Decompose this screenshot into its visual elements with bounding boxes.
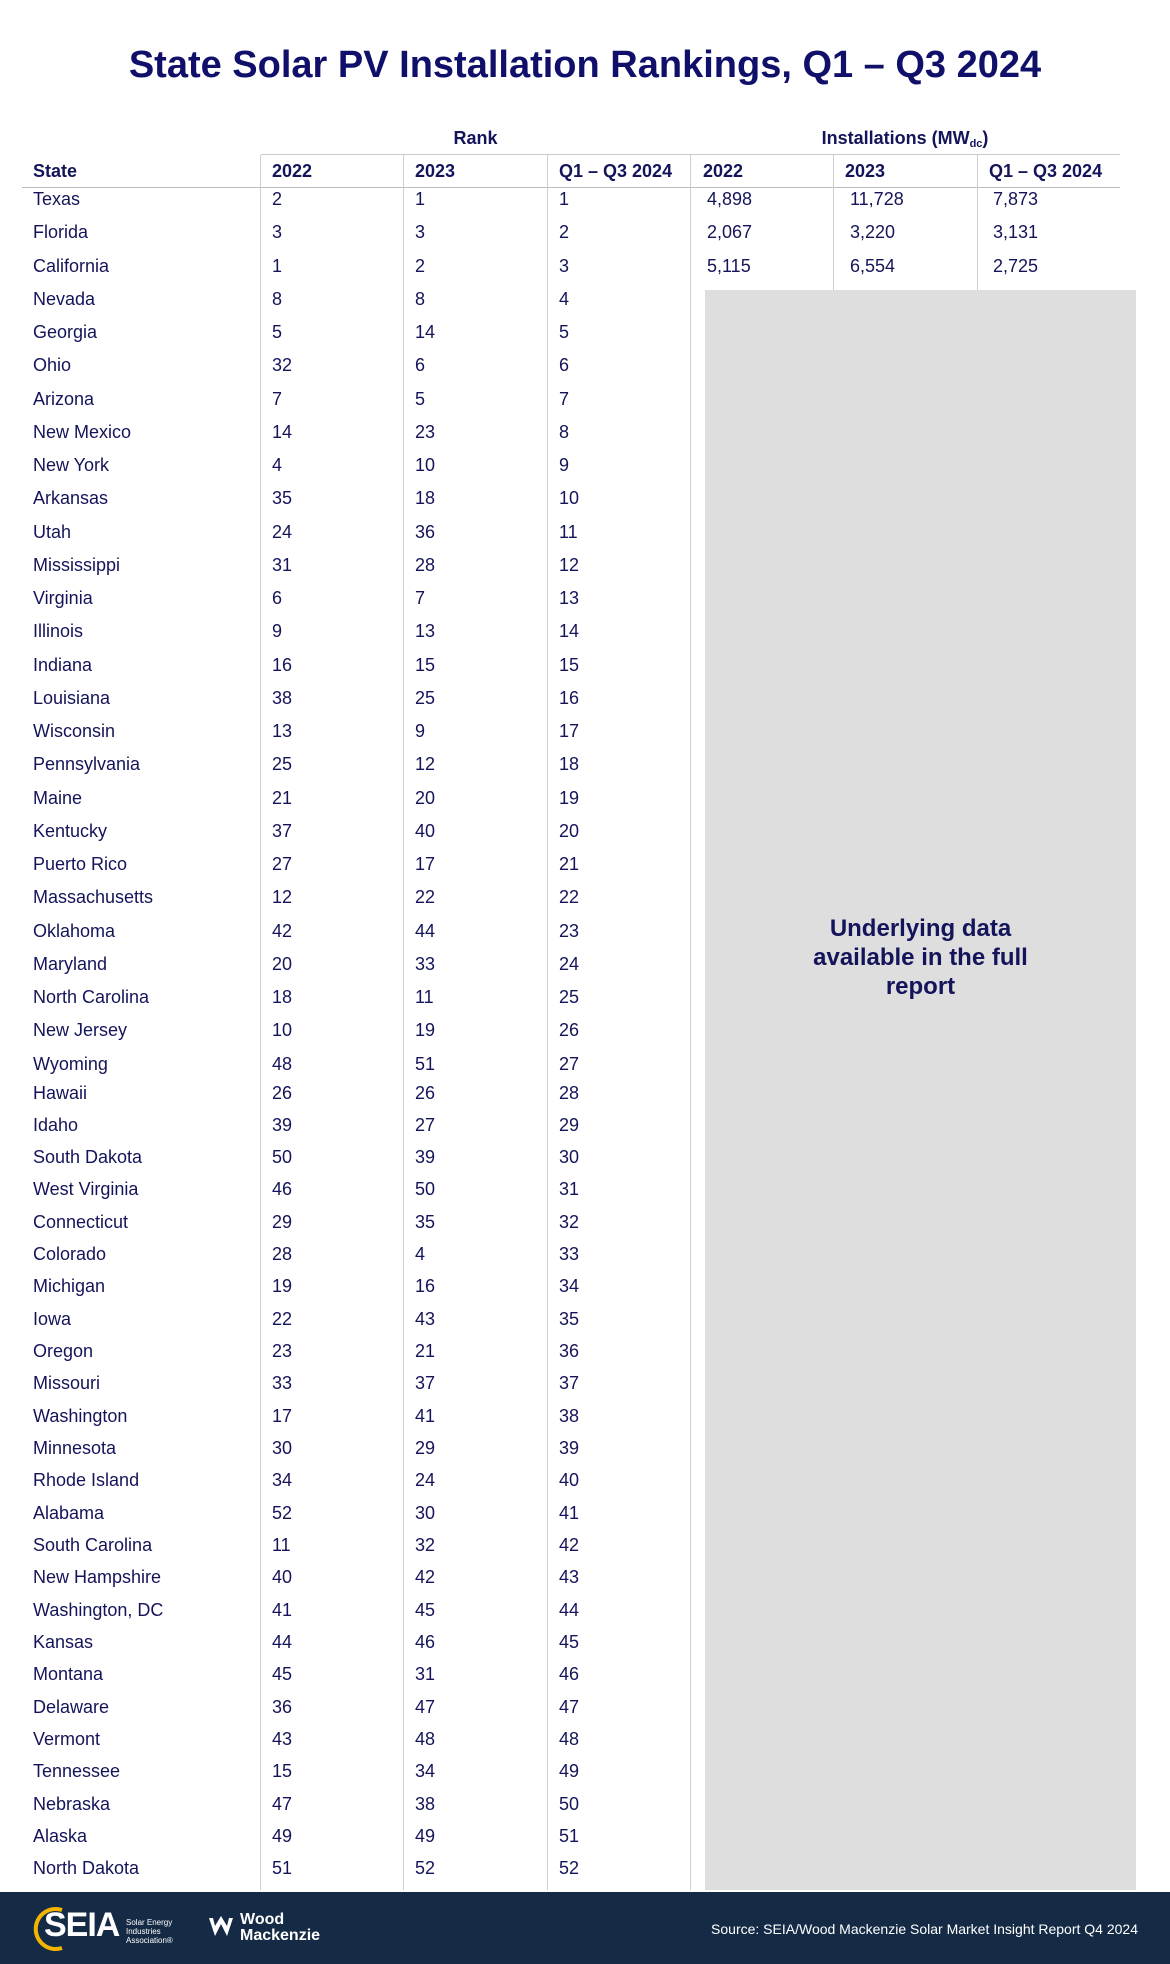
- cell-rank-2023: 52: [415, 1858, 436, 1878]
- table-row: [0, 1020, 1170, 1052]
- cell-rank-2023: 9: [415, 721, 426, 741]
- wood-mackenzie-logo-icon: [208, 1914, 234, 1940]
- column-header-installations-2023: 2023: [845, 161, 886, 181]
- cell-state: Georgia: [33, 322, 98, 342]
- cell-rank-2022: 39: [272, 1115, 293, 1135]
- cell-rank-2022: 23: [272, 1341, 293, 1361]
- cell-rank-2022: 12: [272, 887, 293, 907]
- cell-state: Idaho: [33, 1115, 79, 1135]
- cell-rank-q1-q3-2024: 8: [559, 422, 570, 442]
- table-row: [0, 621, 1170, 653]
- cell-rank-q1-q3-2024: 12: [559, 555, 580, 575]
- cell-state: Virginia: [33, 588, 93, 608]
- table-row: [0, 1600, 1170, 1632]
- cell-rank-2023: 3: [415, 222, 426, 242]
- cell-rank-q1-q3-2024: 33: [559, 1244, 580, 1264]
- cell-state: Montana: [33, 1664, 104, 1684]
- cell-rank-2022: 27: [272, 854, 293, 874]
- cell-rank-2022: 22: [272, 1309, 293, 1329]
- cell-rank-2022: 28: [272, 1244, 293, 1264]
- cell-rank-2023: 14: [415, 322, 436, 342]
- cell-rank-2022: 41: [272, 1600, 293, 1620]
- cell-rank-q1-q3-2024: 11: [559, 522, 578, 542]
- cell-state: California: [33, 256, 110, 276]
- cell-rank-2022: 26: [272, 1083, 293, 1103]
- cell-rank-2022: 34: [272, 1470, 293, 1490]
- column-header-rank-q1-q3-2024: Q1 – Q3 2024: [559, 161, 673, 181]
- cell-rank-q1-q3-2024: 17: [559, 721, 580, 741]
- cell-rank-2022: 6: [272, 588, 283, 608]
- table-row: [0, 1212, 1170, 1244]
- cell-installations-2023: 11,728: [850, 189, 904, 209]
- table-row: [0, 954, 1170, 986]
- table-row: [0, 1826, 1170, 1858]
- cell-rank-2022: 51: [272, 1858, 293, 1878]
- table-row: [0, 256, 1170, 288]
- cell-installations-q1-q3-2024: 2,725: [993, 256, 1039, 276]
- cell-rank-q1-q3-2024: 23: [559, 921, 580, 941]
- cell-rank-2023: 44: [415, 921, 436, 941]
- cell-installations-q1-q3-2024: 3,131: [993, 222, 1039, 242]
- header-divider: [22, 187, 1120, 188]
- cell-state: Oregon: [33, 1341, 94, 1361]
- cell-rank-2022: 25: [272, 754, 293, 774]
- cell-rank-2022: 10: [272, 1020, 293, 1040]
- seia-logo-text: SEIA: [44, 1906, 120, 1944]
- cell-state: Alabama: [33, 1503, 105, 1523]
- cell-rank-q1-q3-2024: 36: [559, 1341, 580, 1361]
- cell-rank-2023: 48: [415, 1729, 436, 1749]
- cell-rank-2022: 1: [272, 256, 283, 276]
- table-row: [0, 322, 1170, 354]
- cell-rank-2022: 19: [272, 1276, 293, 1296]
- table-row: [0, 921, 1170, 953]
- footer-bar: [0, 1892, 1170, 1964]
- cell-state: Pennsylvania: [33, 754, 141, 774]
- cell-rank-q1-q3-2024: 37: [559, 1373, 580, 1393]
- cell-rank-2022: 29: [272, 1212, 293, 1232]
- cell-rank-q1-q3-2024: 9: [559, 455, 570, 475]
- cell-rank-2022: 46: [272, 1179, 293, 1199]
- cell-state: Washington, DC: [33, 1600, 164, 1620]
- column-header-installations-2022: 2022: [703, 161, 744, 181]
- cell-rank-2023: 32: [415, 1535, 436, 1555]
- cell-rank-2022: 33: [272, 1373, 293, 1393]
- cell-rank-q1-q3-2024: 45: [559, 1632, 580, 1652]
- cell-rank-q1-q3-2024: 4: [559, 289, 570, 309]
- cell-rank-2023: 11: [415, 987, 434, 1007]
- cell-rank-q1-q3-2024: 34: [559, 1276, 580, 1296]
- table-row: [0, 1115, 1170, 1147]
- cell-rank-2022: 14: [272, 422, 293, 442]
- cell-rank-q1-q3-2024: 39: [559, 1438, 580, 1458]
- cell-rank-q1-q3-2024: 41: [559, 1503, 580, 1523]
- wood-mackenzie-logo-text: [240, 1912, 320, 1944]
- cell-rank-2023: 13: [415, 621, 436, 641]
- table-row: [0, 1179, 1170, 1211]
- table-row: [0, 1503, 1170, 1535]
- table-row: [0, 1244, 1170, 1276]
- table-row: [0, 1761, 1170, 1793]
- table-row: [0, 887, 1170, 919]
- cell-rank-2022: 43: [272, 1729, 293, 1749]
- column-header-rank-2022: 2022: [272, 161, 313, 181]
- cell-state: Colorado: [33, 1244, 107, 1264]
- cell-rank-2022: 16: [272, 655, 293, 675]
- cell-state: Nevada: [33, 289, 96, 309]
- table-row: [0, 488, 1170, 520]
- table-row: [0, 555, 1170, 587]
- wm-line: Wood: [240, 1911, 285, 1928]
- cell-rank-q1-q3-2024: 16: [559, 688, 580, 708]
- table-row: [0, 655, 1170, 687]
- cell-rank-2022: 37: [272, 821, 293, 841]
- cell-rank-2022: 24: [272, 522, 293, 542]
- cell-rank-2022: 18: [272, 987, 293, 1007]
- cell-rank-q1-q3-2024: 48: [559, 1729, 580, 1749]
- table-row: [0, 1664, 1170, 1696]
- cell-state: Vermont: [33, 1729, 101, 1749]
- cell-state: Indiana: [33, 655, 93, 675]
- cell-state: Ohio: [33, 355, 72, 375]
- table-row: [0, 1309, 1170, 1341]
- cell-rank-q1-q3-2024: 38: [559, 1406, 580, 1426]
- cell-rank-2022: 17: [272, 1406, 293, 1426]
- cell-rank-2023: 1: [415, 189, 426, 209]
- cell-rank-2023: 25: [415, 688, 436, 708]
- cell-rank-2022: 48: [272, 1054, 293, 1074]
- cell-state: Tennessee: [33, 1761, 121, 1781]
- cell-rank-2023: 31: [415, 1664, 436, 1684]
- table-row: [0, 1794, 1170, 1826]
- seia-sub-line: Industries: [126, 1927, 161, 1936]
- table-row: [0, 1406, 1170, 1438]
- cell-rank-2023: 34: [415, 1761, 436, 1781]
- cell-rank-2023: 40: [415, 821, 436, 841]
- cell-rank-q1-q3-2024: 40: [559, 1470, 580, 1490]
- cell-rank-2022: 2: [272, 189, 283, 209]
- cell-state: Utah: [33, 522, 72, 542]
- cell-state: Wyoming: [33, 1054, 108, 1074]
- cell-rank-2023: 30: [415, 1503, 436, 1523]
- cell-rank-2022: 36: [272, 1697, 293, 1717]
- cell-rank-2023: 39: [415, 1147, 436, 1167]
- cell-state: Missouri: [33, 1373, 101, 1393]
- cell-rank-2023: 26: [415, 1083, 436, 1103]
- cell-rank-q1-q3-2024: 46: [559, 1664, 580, 1684]
- column-header-state: State: [33, 161, 78, 181]
- cell-state: Illinois: [33, 621, 84, 641]
- cell-rank-2022: 4: [272, 455, 283, 475]
- cell-state: Maryland: [33, 954, 108, 974]
- cell-rank-2023: 43: [415, 1309, 436, 1329]
- cell-rank-2023: 47: [415, 1697, 436, 1717]
- cell-rank-q1-q3-2024: 13: [559, 588, 580, 608]
- cell-state: New Jersey: [33, 1020, 128, 1040]
- cell-installations-2023: 3,220: [850, 222, 896, 242]
- cell-rank-2023: 8: [415, 289, 426, 309]
- cell-state: Hawaii: [33, 1083, 88, 1103]
- cell-rank-2023: 42: [415, 1567, 436, 1587]
- table-row: [0, 422, 1170, 454]
- installations-label: Installations (MW: [821, 128, 970, 148]
- cell-rank-q1-q3-2024: 50: [559, 1794, 580, 1814]
- cell-rank-q1-q3-2024: 20: [559, 821, 580, 841]
- cell-installations-2022: 2,067: [707, 222, 753, 242]
- cell-rank-2022: 8: [272, 289, 283, 309]
- cell-rank-2022: 52: [272, 1503, 293, 1523]
- cell-state: West Virginia: [33, 1179, 139, 1199]
- cell-rank-2022: 44: [272, 1632, 293, 1652]
- source-note: Source: SEIA/Wood Mackenzie Solar Market Insight Report Q4 2024: [711, 1921, 1138, 1937]
- cell-rank-q1-q3-2024: 49: [559, 1761, 580, 1781]
- cell-rank-2023: 27: [415, 1115, 436, 1135]
- table-row: [0, 1341, 1170, 1373]
- cell-rank-2022: 35: [272, 488, 293, 508]
- cell-rank-2022: 15: [272, 1761, 293, 1781]
- cell-rank-2022: 7: [272, 389, 283, 409]
- cell-rank-q1-q3-2024: 28: [559, 1083, 580, 1103]
- cell-state: Arizona: [33, 389, 95, 409]
- cell-rank-2023: 37: [415, 1373, 436, 1393]
- cell-rank-q1-q3-2024: 47: [559, 1697, 580, 1717]
- table-row: [0, 1276, 1170, 1308]
- cell-rank-2023: 4: [415, 1244, 426, 1264]
- table-row: [0, 1567, 1170, 1599]
- cell-rank-q1-q3-2024: 2: [559, 222, 570, 242]
- cell-state: Nebraska: [33, 1794, 111, 1814]
- cell-rank-q1-q3-2024: 3: [559, 256, 570, 276]
- installations-unit-subscript: dc: [969, 138, 983, 150]
- table-row: [0, 289, 1170, 321]
- table-row: [0, 1632, 1170, 1664]
- table-row: [0, 1697, 1170, 1729]
- page-title: State Solar PV Installation Rankings, Q1 – Q3 2024: [128, 44, 1042, 86]
- cell-state: South Carolina: [33, 1535, 153, 1555]
- cell-state: Massachusetts: [33, 887, 154, 907]
- cell-rank-2023: 22: [415, 887, 436, 907]
- cell-rank-2023: 49: [415, 1826, 436, 1846]
- cell-rank-2023: 51: [415, 1054, 436, 1074]
- cell-rank-2022: 31: [272, 555, 293, 575]
- table-row: [0, 987, 1170, 1019]
- table-row: [0, 522, 1170, 554]
- cell-rank-q1-q3-2024: 15: [559, 655, 580, 675]
- table-row: [0, 455, 1170, 487]
- cell-rank-2023: 17: [415, 854, 436, 874]
- cell-rank-2022: 5: [272, 322, 283, 342]
- cell-installations-2023: 6,554: [850, 256, 896, 276]
- cell-rank-2023: 50: [415, 1179, 436, 1199]
- seia-logo-subtext: [126, 1918, 173, 1945]
- cell-state: Kentucky: [33, 821, 108, 841]
- column-header-installations-q1-q3-2024: Q1 – Q3 2024: [989, 161, 1103, 181]
- cell-rank-q1-q3-2024: 26: [559, 1020, 580, 1040]
- cell-rank-q1-q3-2024: 24: [559, 954, 580, 974]
- table-row: [0, 721, 1170, 753]
- cell-rank-2023: 38: [415, 1794, 436, 1814]
- cell-rank-2023: 16: [415, 1276, 436, 1296]
- cell-rank-2022: 21: [272, 788, 293, 808]
- cell-rank-2022: 40: [272, 1567, 293, 1587]
- wm-line: Mackenzie: [240, 1927, 321, 1944]
- table-row: [0, 189, 1170, 221]
- cell-rank-2023: 18: [415, 488, 436, 508]
- installations-group-header: [690, 128, 1120, 150]
- cell-rank-2023: 21: [415, 1341, 436, 1361]
- cell-rank-2022: 38: [272, 688, 293, 708]
- cell-rank-q1-q3-2024: 10: [559, 488, 580, 508]
- table-row: [0, 821, 1170, 853]
- seia-sub-line: Association®: [126, 1936, 173, 1945]
- cell-state: Iowa: [33, 1309, 72, 1329]
- table-row: [0, 854, 1170, 886]
- cell-rank-q1-q3-2024: 51: [559, 1826, 580, 1846]
- cell-rank-2022: 11: [272, 1535, 291, 1555]
- cell-rank-q1-q3-2024: 42: [559, 1535, 580, 1555]
- table-row: [0, 788, 1170, 820]
- cell-rank-q1-q3-2024: 6: [559, 355, 570, 375]
- table-row: [0, 389, 1170, 421]
- cell-rank-q1-q3-2024: 22: [559, 887, 580, 907]
- cell-state: Rhode Island: [33, 1470, 140, 1490]
- cell-state: Louisiana: [33, 688, 111, 708]
- cell-rank-2023: 28: [415, 555, 436, 575]
- cell-state: Puerto Rico: [33, 854, 128, 874]
- cell-state: Maine: [33, 788, 83, 808]
- cell-rank-2022: 30: [272, 1438, 293, 1458]
- cell-rank-2023: 24: [415, 1470, 436, 1490]
- cell-rank-2023: 45: [415, 1600, 436, 1620]
- cell-rank-q1-q3-2024: 44: [559, 1600, 580, 1620]
- cell-state: North Dakota: [33, 1858, 140, 1878]
- table-row: [0, 1083, 1170, 1115]
- cell-rank-q1-q3-2024: 43: [559, 1567, 580, 1587]
- cell-rank-q1-q3-2024: 52: [559, 1858, 580, 1878]
- cell-state: New Hampshire: [33, 1567, 162, 1587]
- cell-rank-2023: 29: [415, 1438, 436, 1458]
- cell-state: Delaware: [33, 1697, 110, 1717]
- cell-state: Wisconsin: [33, 721, 116, 741]
- table-row: [0, 1438, 1170, 1470]
- cell-state: Mississippi: [33, 555, 121, 575]
- cell-state: South Dakota: [33, 1147, 143, 1167]
- cell-rank-2022: 9: [272, 621, 283, 641]
- table-row: [0, 754, 1170, 786]
- cell-rank-q1-q3-2024: 1: [559, 189, 570, 209]
- cell-rank-2022: 50: [272, 1147, 293, 1167]
- cell-rank-2022: 3: [272, 222, 283, 242]
- cell-state: Minnesota: [33, 1438, 117, 1458]
- cell-rank-2023: 36: [415, 522, 436, 542]
- cell-state: Kansas: [33, 1632, 94, 1652]
- cell-state: Texas: [33, 189, 81, 209]
- cell-state: Alaska: [33, 1826, 88, 1846]
- table-row: [0, 688, 1170, 720]
- cell-state: North Carolina: [33, 987, 150, 1007]
- cell-rank-q1-q3-2024: 21: [559, 854, 580, 874]
- cell-rank-2023: 5: [415, 389, 426, 409]
- cell-rank-2023: 15: [415, 655, 436, 675]
- cell-rank-q1-q3-2024: 31: [559, 1179, 580, 1199]
- cell-rank-q1-q3-2024: 5: [559, 322, 570, 342]
- cell-rank-2023: 2: [415, 256, 426, 276]
- cell-rank-q1-q3-2024: 32: [559, 1212, 580, 1232]
- cell-state: Oklahoma: [33, 921, 116, 941]
- installations-label-close: ): [982, 128, 989, 148]
- table-row: [0, 1147, 1170, 1179]
- cell-installations-2022: 4,898: [707, 189, 753, 209]
- cell-rank-2022: 42: [272, 921, 293, 941]
- cell-rank-2022: 13: [272, 721, 293, 741]
- cell-rank-2023: 41: [415, 1406, 436, 1426]
- cell-installations-q1-q3-2024: 7,873: [993, 189, 1039, 209]
- table-row: [0, 1373, 1170, 1405]
- seia-sub-line: Solar Energy: [126, 1918, 173, 1927]
- table-row: [0, 588, 1170, 620]
- cell-state: Connecticut: [33, 1212, 129, 1232]
- cell-rank-2023: 6: [415, 355, 426, 375]
- table-row: [0, 355, 1170, 387]
- cell-rank-q1-q3-2024: 30: [559, 1147, 580, 1167]
- cell-rank-2023: 12: [415, 754, 436, 774]
- cell-rank-2023: 33: [415, 954, 436, 974]
- table-row: [0, 1729, 1170, 1761]
- cell-rank-q1-q3-2024: 14: [559, 621, 580, 641]
- cell-rank-q1-q3-2024: 7: [559, 389, 570, 409]
- cell-rank-q1-q3-2024: 27: [559, 1054, 580, 1074]
- cell-rank-2022: 32: [272, 355, 293, 375]
- cell-rank-2023: 10: [415, 455, 436, 475]
- cell-rank-2023: 20: [415, 788, 436, 808]
- cell-state: Washington: [33, 1406, 128, 1426]
- table-row: [0, 1858, 1170, 1890]
- rank-group-header: Rank: [453, 128, 498, 148]
- table-row: [0, 1054, 1170, 1086]
- cell-rank-q1-q3-2024: 35: [559, 1309, 580, 1329]
- cell-rank-q1-q3-2024: 19: [559, 788, 580, 808]
- cell-installations-2022: 5,115: [707, 256, 751, 276]
- column-header-rank-2023: 2023: [415, 161, 456, 181]
- cell-rank-2022: 49: [272, 1826, 293, 1846]
- table-row: [0, 1535, 1170, 1567]
- cell-rank-2023: 7: [415, 588, 426, 608]
- cell-state: New Mexico: [33, 422, 132, 442]
- cell-rank-q1-q3-2024: 29: [559, 1115, 580, 1135]
- cell-rank-2022: 20: [272, 954, 293, 974]
- table-row: [0, 1470, 1170, 1502]
- cell-rank-2022: 45: [272, 1664, 293, 1684]
- cell-state: Florida: [33, 222, 89, 242]
- cell-rank-2023: 46: [415, 1632, 436, 1652]
- cell-rank-2023: 35: [415, 1212, 436, 1232]
- cell-rank-2023: 19: [415, 1020, 436, 1040]
- table-row: [0, 222, 1170, 254]
- cell-rank-q1-q3-2024: 25: [559, 987, 580, 1007]
- cell-rank-2022: 47: [272, 1794, 293, 1814]
- cell-rank-q1-q3-2024: 18: [559, 754, 580, 774]
- cell-state: New York: [33, 455, 110, 475]
- cell-state: Arkansas: [33, 488, 109, 508]
- cell-rank-2023: 23: [415, 422, 436, 442]
- cell-state: Michigan: [33, 1276, 106, 1296]
- placeholder-message: Underlying data available in the full report: [813, 915, 1028, 1000]
